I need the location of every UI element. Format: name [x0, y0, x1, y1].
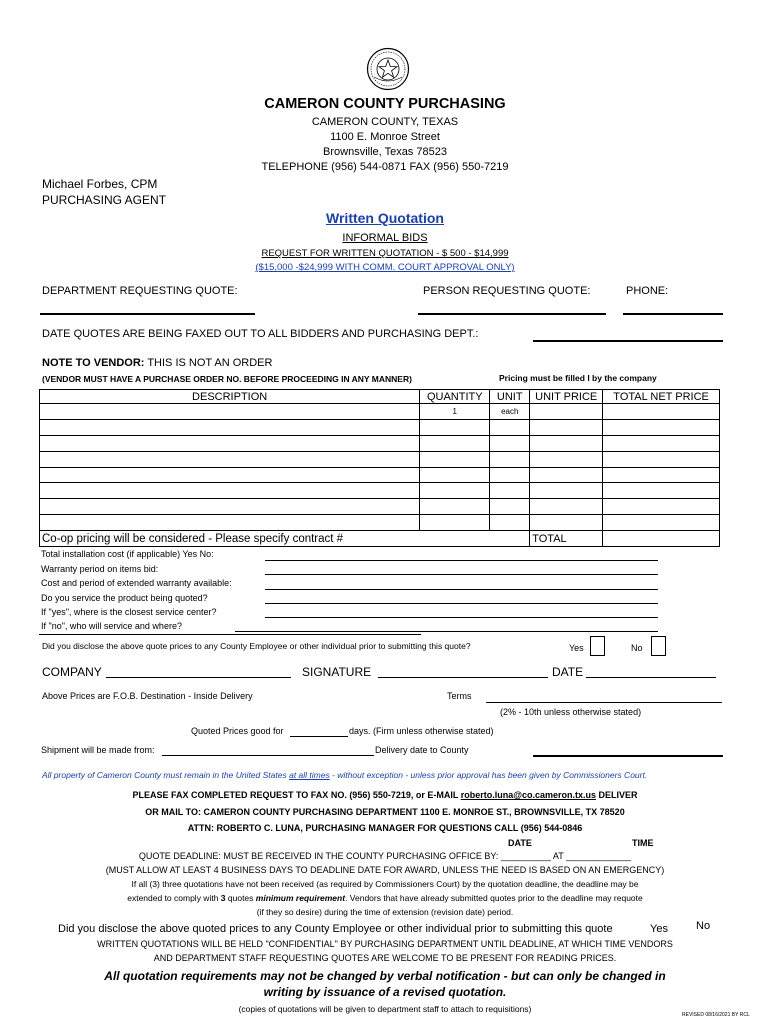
cell-quantity[interactable] [420, 419, 490, 435]
table-row [40, 467, 720, 483]
table-row [40, 499, 720, 515]
cell-description[interactable] [40, 515, 420, 531]
cell-unit[interactable]: each [490, 404, 530, 420]
person-label: PERSON REQUESTING QUOTE: [423, 285, 591, 297]
cell-quantity[interactable] [420, 483, 490, 499]
install-cost-field[interactable] [265, 560, 658, 561]
who-services-label: If "no", who will service and where? [41, 621, 182, 631]
extension-note [0, 893, 770, 903]
confidential-note-1: WRITTEN QUOTATIONS WILL BE HELD "CONFIDENTIAL" BY PURCHASING DEPARTMENT UNTIL DEADLINE, AT WHICH TIME VENDORS [97, 939, 673, 949]
total-value[interactable] [603, 531, 720, 547]
revision-period-note: (if they so desire) during the time of extension (revision date) period. [256, 907, 514, 917]
request-range-approval: ($15,000 -$24,999 WITH COMM. COURT APPROVAL ONLY) [255, 262, 515, 273]
total-label: TOTAL [530, 531, 603, 547]
cell-description[interactable] [40, 419, 420, 435]
col-unit-price: UNIT PRICE [530, 390, 603, 404]
dept-label: DEPARTMENT REQUESTING QUOTE: [42, 285, 238, 297]
cell-unit[interactable] [490, 515, 530, 531]
ext-warranty-label: Cost and period of extended warranty available: [41, 578, 232, 588]
extension-requirement: minimum requirement [255, 893, 346, 903]
terms-label: Terms [447, 691, 472, 701]
ext-warranty-field[interactable] [265, 589, 658, 590]
cell-description[interactable] [40, 451, 420, 467]
terms-note: (2% - 10th unless otherwise stated) [500, 707, 642, 717]
cell-unit[interactable] [490, 467, 530, 483]
table-row [40, 435, 720, 451]
disclosure-yes-label: Yes [569, 643, 584, 653]
col-unit: UNIT [490, 390, 530, 404]
cell-description[interactable] [40, 467, 420, 483]
requirements-note-2: writing by issuance of a revised quotation. [263, 985, 507, 999]
note-label: NOTE TO VENDOR: [42, 357, 145, 369]
table-header-row [40, 390, 720, 404]
phone-field[interactable] [623, 313, 723, 315]
service-label: Do you service the product being quoted? [41, 593, 208, 603]
quoted-days-field[interactable] [290, 736, 348, 737]
property-note-pre: All property of Cameron County must remain in the United States [42, 770, 290, 780]
dept-field[interactable] [40, 313, 255, 315]
confidential-note-2: AND DEPARTMENT STAFF REQUESTING QUOTES ARE WELCOME TO BE PRESENT FOR READING PRICES. [153, 953, 617, 963]
agent-title: PURCHASING AGENT [42, 193, 167, 207]
cell-description[interactable] [40, 404, 420, 420]
cell-unit-price[interactable] [530, 483, 603, 499]
email-link[interactable]: roberto.luna@co.cameron.tx.us [460, 790, 597, 800]
who-services-field[interactable] [235, 631, 658, 632]
service-field[interactable] [265, 603, 658, 604]
cell-quantity[interactable] [420, 499, 490, 515]
cell-total[interactable] [603, 515, 720, 531]
cell-unit[interactable] [490, 451, 530, 467]
company-label: COMPANY [42, 665, 102, 679]
note-to-vendor [42, 357, 272, 369]
address-line-1: CAMERON COUNTY, TEXAS [311, 116, 459, 128]
disclosure-question: Did you disclose the above quote prices to any County Employee or other individual prior to submitting this quote? [42, 641, 471, 651]
fax-date-label: DATE QUOTES ARE BEING FAXED OUT TO ALL BIDDERS AND PURCHASING DEPT.: [42, 328, 479, 340]
cell-unit-price[interactable] [530, 419, 603, 435]
coop-row [40, 531, 720, 547]
mail-instructions: OR MAIL TO: CAMERON COUNTY PURCHASING DEPARTMENT 1100 E. MONROE ST., BROWNSVILLE, TX 78520 [145, 807, 625, 817]
disclosure-question-2: Did you disclose the above quoted prices to any County Employee or other individual prior to submitting this quote [58, 923, 613, 935]
cell-unit-price[interactable] [530, 467, 603, 483]
three-quotes-note: If all (3) three quotations have not been received (as required by Commissioners Court) by the quotation deadline, the deadline may be [131, 879, 639, 889]
table-row [40, 404, 720, 420]
request-range: REQUEST FOR WRITTEN QUOTATION - $ 500 - $14,999 [261, 248, 509, 259]
cell-unit[interactable] [490, 419, 530, 435]
disclosure-2-no[interactable]: No [696, 920, 711, 932]
business-days-note: (MUST ALLOW AT LEAST 4 BUSINESS DAYS TO DEADLINE DATE FOR AWARD, UNLESS THE NEED IS BASED ON AN EMERGENCY) [105, 865, 665, 875]
cell-total[interactable] [603, 435, 720, 451]
install-cost-label: Total installation cost (if applicable) Yes No: [41, 549, 214, 559]
cell-total[interactable] [603, 419, 720, 435]
extension-count: 3 [220, 893, 226, 903]
extension-post: . Vendors that have already submitted quotes prior to the deadline may requote [345, 893, 643, 903]
agent-name: Michael Forbes, CPM [42, 177, 158, 191]
warranty-field[interactable] [265, 574, 658, 575]
revision-stamp: REVISED 08/16/2021 BY RCL [682, 1012, 750, 1018]
property-note-emphasis: at all times [289, 770, 330, 780]
cell-quantity[interactable] [420, 435, 490, 451]
cell-description[interactable] [40, 435, 420, 451]
col-total-net-price: TOTAL NET PRICE [603, 390, 720, 404]
terms-field[interactable] [486, 702, 722, 703]
fax-date-field[interactable] [533, 340, 723, 342]
service-center-label: If "yes", where is the closest service center? [41, 607, 217, 617]
requirements-note-1: All quotation requirements may not be changed by verbal notification - but can only be changed in [104, 969, 666, 983]
table-row [40, 419, 720, 435]
deadline-date-label: DATE [508, 838, 532, 848]
table-row [40, 483, 720, 499]
deadline-time-label: TIME [632, 838, 654, 848]
cell-total[interactable] [603, 499, 720, 515]
phone-fax-line: TELEPHONE (956) 544-0871 FAX (956) 550-7219 [261, 161, 509, 173]
signature-field[interactable] [378, 677, 548, 678]
items-table [39, 389, 720, 547]
fob-note: Above Prices are F.O.B. Destination - Inside Delivery [42, 691, 253, 701]
org-title: CAMERON COUNTY PURCHASING [264, 96, 506, 112]
table-row [40, 451, 720, 467]
cell-unit-price[interactable] [530, 499, 603, 515]
cell-total[interactable] [603, 467, 720, 483]
delivery-date-field[interactable] [533, 755, 723, 757]
disclosure-yes-checkbox[interactable] [590, 636, 605, 656]
date-label: DATE [552, 665, 584, 679]
cell-total[interactable] [603, 404, 720, 420]
quoted-good-for-label: Quoted Prices good for [191, 726, 284, 736]
table-row [40, 515, 720, 531]
cell-unit-price[interactable] [530, 451, 603, 467]
cell-total[interactable] [603, 451, 720, 467]
property-note [42, 770, 647, 780]
disclosure-2-yes[interactable]: Yes [650, 923, 668, 935]
signature-label: SIGNATURE [302, 665, 372, 679]
company-field[interactable] [106, 677, 291, 678]
date-field[interactable] [586, 677, 716, 678]
extension-pre: extended to comply with [127, 893, 221, 903]
fax-line-1-pre: PLEASE FAX COMPLETED REQUEST TO FAX NO. (956) 550-7219, or E-MAIL [132, 790, 461, 800]
form-title: Written Quotation [326, 210, 444, 226]
delivery-date-label: Delivery date to County [375, 745, 469, 755]
disclosure-no-label: No [631, 643, 643, 653]
address-line-2: 1100 E. Monroe Street [330, 131, 440, 143]
vendor-po-notice: (VENDOR MUST HAVE A PURCHASE ORDER NO. BEFORE PROCEEDING IN ANY MANNER) [42, 374, 412, 384]
cell-description[interactable] [40, 483, 420, 499]
cell-quantity[interactable]: 1 [420, 404, 490, 420]
form-subtitle: INFORMAL BIDS [342, 232, 428, 244]
cell-quantity[interactable] [420, 451, 490, 467]
cell-unit-price[interactable] [530, 435, 603, 451]
copies-note: (copies of quotations will be given to department staff to attach to requisitions) [238, 1004, 532, 1014]
warranty-label: Warranty period on items bid: [41, 564, 159, 574]
cell-unit-price[interactable] [530, 404, 603, 420]
cell-quantity[interactable] [420, 515, 490, 531]
attn-instructions: ATTN: ROBERTO C. LUNA, PURCHASING MANAGER FOR QUESTIONS CALL (956) 544-0846 [187, 823, 583, 833]
cell-description[interactable] [40, 499, 420, 515]
quoted-days-label: days. (Firm unless otherwise stated) [349, 726, 494, 736]
quote-deadline: QUOTE DEADLINE: MUST BE RECEIVED IN THE COUNTY PURCHASING OFFICE BY: __________ AT _____________ [138, 851, 632, 861]
cell-unit[interactable] [490, 483, 530, 499]
service-center-field[interactable] [265, 617, 658, 618]
coop-pricing-label: Co-op pricing will be considered - Please specify contract # [40, 531, 530, 547]
col-quantity: QUANTITY [420, 390, 490, 404]
cell-quantity[interactable] [420, 467, 490, 483]
cell-unit[interactable] [490, 499, 530, 515]
address-line-3: Brownsville, Texas 78523 [323, 146, 447, 158]
county-seal-icon [366, 47, 410, 91]
fax-instructions [0, 790, 770, 800]
shipment-label: Shipment will be made from: [41, 745, 155, 755]
pricing-note: Pricing must be filled I by the company [499, 373, 657, 383]
extension-mid: quotes [225, 893, 256, 903]
note-text: THIS IS NOT AN ORDER [144, 357, 273, 369]
disclosure-no-checkbox[interactable] [651, 636, 666, 656]
col-description: DESCRIPTION [40, 390, 420, 404]
person-field[interactable] [418, 313, 606, 315]
cell-unit-price[interactable] [530, 515, 603, 531]
extras-divider [39, 634, 421, 635]
fax-line-1-post: DELIVER [596, 790, 638, 800]
phone-label: PHONE: [626, 285, 669, 297]
shipment-field[interactable] [162, 755, 374, 756]
property-note-post: - without exception - unless prior approval has been given by Commissioners Court. [329, 770, 648, 780]
cell-unit[interactable] [490, 435, 530, 451]
cell-total[interactable] [603, 483, 720, 499]
